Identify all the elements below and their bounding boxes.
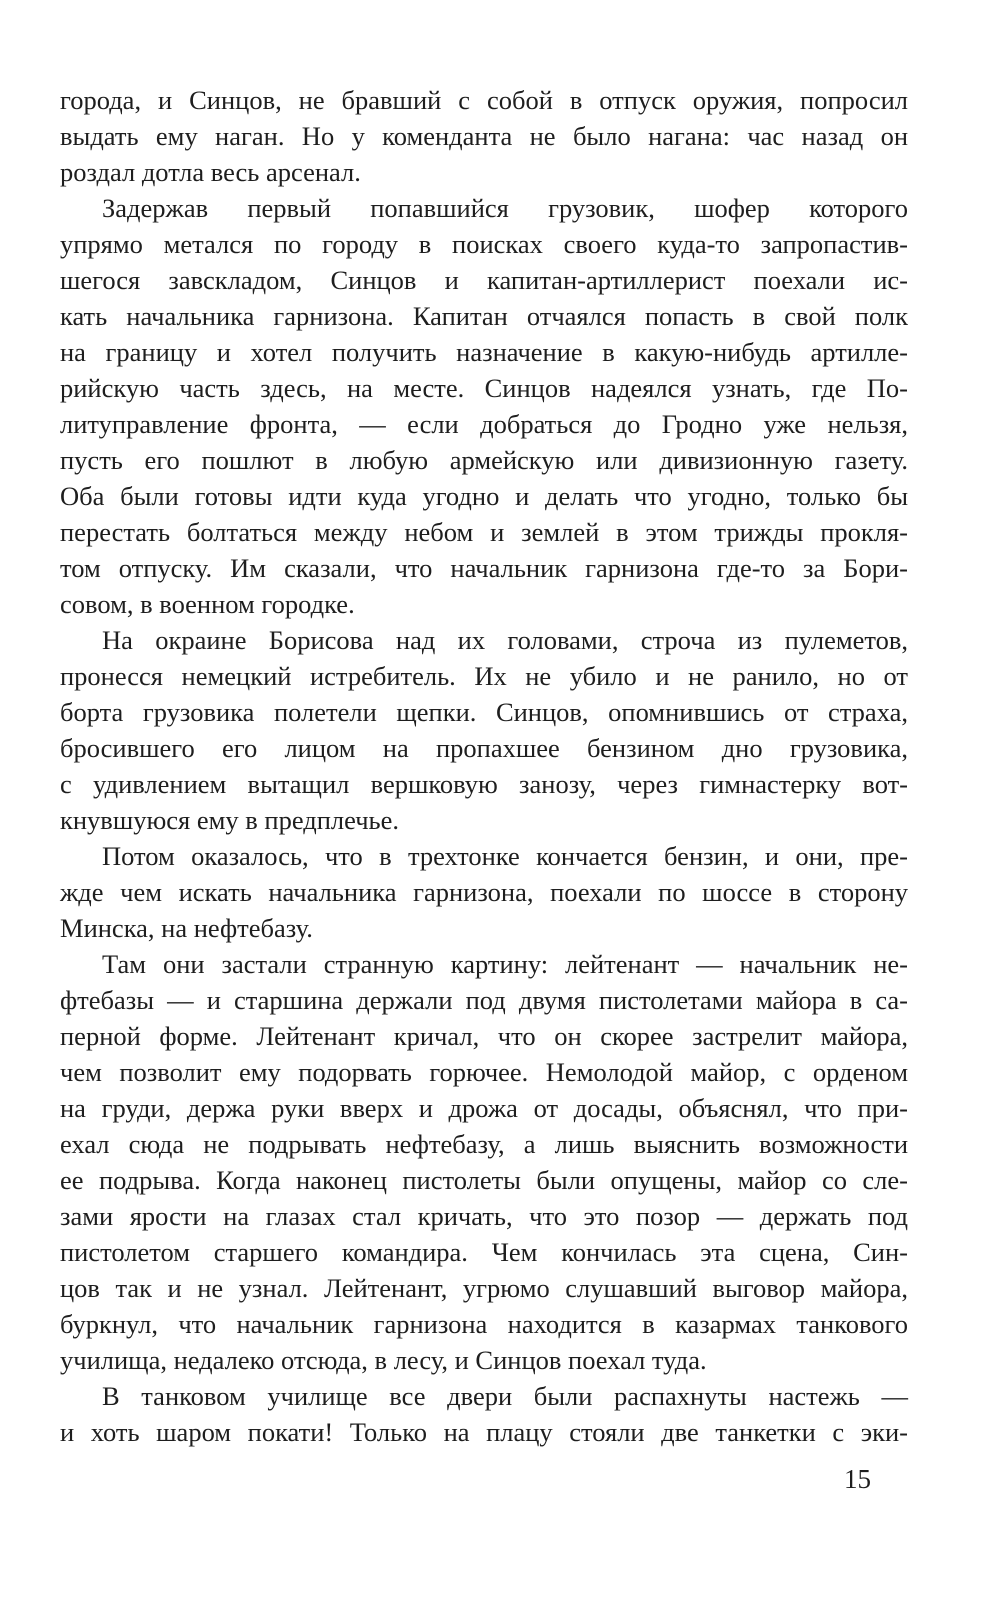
text-line: пусть его пошлют в любую армейскую или дивизионную газету. xyxy=(60,445,908,475)
text-line: выдать ему наган. Но у коменданта не было нагана: час назад он xyxy=(60,121,908,151)
text-line: кать начальника гарнизона. Капитан отчаялся попасть в свой полк xyxy=(60,301,908,331)
text-line: Минска, на нефтебазу. xyxy=(60,913,313,943)
paragraph xyxy=(60,82,908,190)
text-line: На окраине Борисова над их головами, строча из пулеметов, xyxy=(102,625,908,655)
text-line: на груди, держа руки вверх и дрожа от досады, объяснял, что при- xyxy=(60,1093,908,1123)
page-number: 15 xyxy=(844,1464,871,1494)
text-line: училища, недалеко отсюда, в лесу, и Синцов поехал туда. xyxy=(60,1345,707,1375)
text-line: с удивлением вытащил вершковую занозу, через гимнастерку вот- xyxy=(60,769,908,799)
text-line: ехал сюда не подрывать нефтебазу, а лишь выяснить возможности xyxy=(60,1129,908,1159)
paragraph xyxy=(60,946,908,1378)
text-line: пронесся немецкий истребитель. Их не убило и не ранило, но от xyxy=(60,661,908,691)
text-line: рийскую часть здесь, на месте. Синцов надеялся узнать, где По- xyxy=(60,373,908,403)
paragraph xyxy=(60,838,908,946)
text-line: упрямо метался по городу в поисках своего куда-то запропастив- xyxy=(60,229,908,259)
paragraph xyxy=(60,622,908,838)
text-line: жде чем искать начальника гарнизона, поехали по шоссе в сторону xyxy=(60,877,908,907)
text-line: фтебазы — и старшина держали под двумя пистолетами майора в са- xyxy=(60,985,908,1015)
page-body-text xyxy=(60,82,908,1450)
text-line: пистолетом старшего командира. Чем кончилась эта сцена, Син- xyxy=(60,1237,908,1267)
text-line: чем позволит ему подорвать горючее. Немолодой майор, с орденом xyxy=(60,1057,908,1087)
text-line: зами ярости на глазах стал кричать, что это позор — держать под xyxy=(60,1201,908,1231)
text-line: Оба были готовы идти куда угодно и делать что угодно, только бы xyxy=(60,481,908,511)
text-line: цов так и не узнал. Лейтенант, угрюмо слушавший выговор майора, xyxy=(60,1273,908,1303)
text-line: Там они застали странную картину: лейтенант — начальник не- xyxy=(102,949,908,979)
text-line: кнувшуюся ему в предплечье. xyxy=(60,805,400,835)
text-line: буркнул, что начальник гарнизона находится в казармах танкового xyxy=(60,1309,908,1339)
paragraph xyxy=(60,190,908,622)
text-line: том отпуску. Им сказали, что начальник гарнизона где-то за Бори- xyxy=(60,553,908,583)
text-line: Потом оказалось, что в трехтонке кончается бензин, и они, пре- xyxy=(102,841,908,871)
text-line: шегося завскладом, Синцов и капитан-артиллерист поехали ис- xyxy=(60,265,908,295)
text-line: города, и Синцов, не бравший с собой в отпуск оружия, попросил xyxy=(60,85,908,115)
text-line: ее подрыва. Когда наконец пистолеты были опущены, майор со сле- xyxy=(60,1165,908,1195)
text-line: Задержав первый попавшийся грузовик, шофер которого xyxy=(102,193,908,223)
text-line: на границу и хотел получить назначение в какую-нибудь артилле- xyxy=(60,337,908,367)
paragraph xyxy=(60,1378,908,1450)
text-line: В танковом училище все двери были распахнуты настежь — xyxy=(102,1381,908,1411)
text-line: перной форме. Лейтенант кричал, что он скорее застрелит майора, xyxy=(60,1021,908,1051)
text-line: бросившего его лицом на пропахшее бензином дно грузовика, xyxy=(60,733,908,763)
text-line: роздал дотла весь арсенал. xyxy=(60,157,361,187)
text-line: литуправление фронта, — если добраться до Гродно уже нельзя, xyxy=(60,409,908,439)
text-line: совом, в военном городке. xyxy=(60,589,355,619)
text-line: перестать болтаться между небом и землей в этом трижды прокля- xyxy=(60,517,908,547)
text-line: и хоть шаром покати! Только на плацу стояли две танкетки с эки- xyxy=(60,1417,908,1447)
text-line: борта грузовика полетели щепки. Синцов, опомнившись от страха, xyxy=(60,697,908,727)
